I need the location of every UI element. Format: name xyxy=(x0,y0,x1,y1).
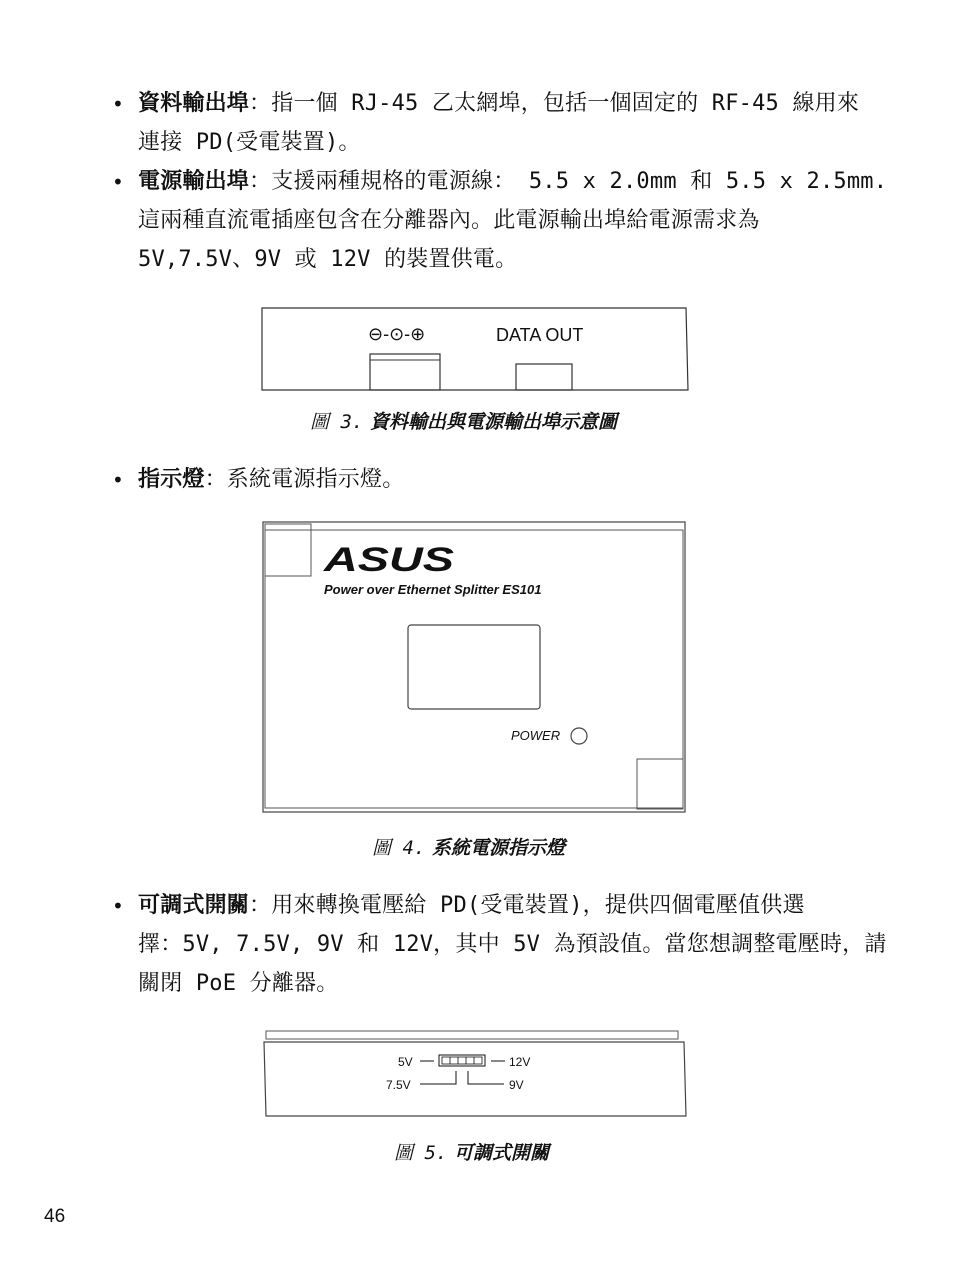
figure-5-voltage-switch xyxy=(262,1028,688,1120)
bullet: • xyxy=(112,894,124,918)
label-9v: 9V xyxy=(509,1078,524,1092)
bullet: • xyxy=(112,170,124,194)
label-5v: 5V xyxy=(398,1055,413,1069)
item-indicator: 指示燈：系統電源指示燈。 xyxy=(138,467,405,492)
figure-3-ports-diagram xyxy=(258,306,690,394)
polarity-symbol: ⊖-⊙-⊕ xyxy=(368,324,426,344)
item-data-out: 資料輸出埠：指一個 RJ-45 乙太網埠，包括一個固定的 RF-45 線用來 連接 PD(受電裝置)。 xyxy=(138,91,860,155)
bullet: • xyxy=(112,92,124,116)
figure-4-device-front xyxy=(262,521,688,815)
bullet: • xyxy=(112,468,124,492)
product-name: Power over Ethernet Splitter ES101 xyxy=(324,582,542,597)
item-power-out: 電源輸出埠：支援兩種規格的電源線： 5.5 x 2.0mm 和 5.5 x 2.5mm. 這兩種直流電插座包含在分離器內。此電源輸出埠給電源需求為 5V,7.5V、9V 或 12V 的裝置供電。 xyxy=(138,169,888,272)
term-switch: 可調式開關 xyxy=(138,893,250,918)
term-indicator: 指示燈 xyxy=(138,467,205,492)
page-number: 46 xyxy=(44,1206,66,1227)
asus-logo: ASUS xyxy=(322,541,455,579)
label-12v: 12V xyxy=(509,1055,531,1069)
figure-3-caption: 圖 3. 資料輸出與電源輸出埠示意圖 xyxy=(310,411,617,433)
power-led-icon xyxy=(571,728,587,744)
label-7-5v: 7.5V xyxy=(386,1078,411,1092)
figure-5-caption: 圖 5. 可調式開關 xyxy=(394,1142,549,1164)
figure-4-caption: 圖 4. 系統電源指示燈 xyxy=(372,837,565,859)
term-power-out: 電源輸出埠 xyxy=(138,169,250,194)
data-out-label: DATA OUT xyxy=(496,325,584,345)
power-label: POWER xyxy=(511,728,561,743)
item-switch: 可調式開關：用來轉換電壓給 PD(受電裝置)，提供四個電壓值供選 擇：5V, 7.5V, 9V 和 12V，其中 5V 為預設值。當您想調整電壓時，請 關閉 PoE 分離器。 xyxy=(138,893,887,996)
term-data-out: 資料輸出埠 xyxy=(138,91,250,116)
